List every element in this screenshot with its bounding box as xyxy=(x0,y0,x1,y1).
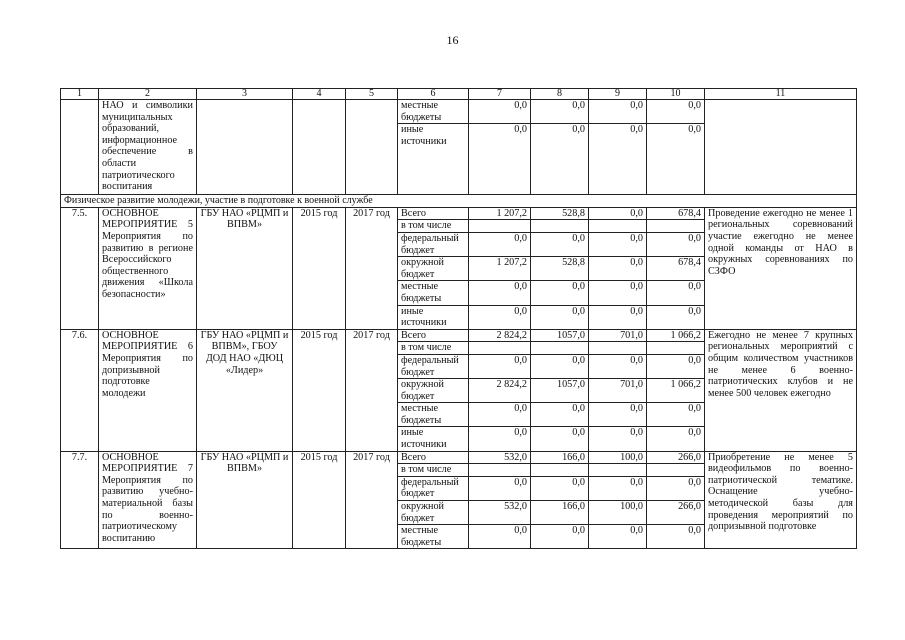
col-header: 5 xyxy=(346,89,398,100)
funding-source: Всего xyxy=(398,451,469,464)
item-start: 2015 год xyxy=(293,207,346,329)
value-total xyxy=(469,220,531,233)
value-2016: 0,0 xyxy=(589,232,647,256)
value-2017: 0,0 xyxy=(647,354,705,378)
value-2017: 0,0 xyxy=(647,427,705,451)
table-row xyxy=(61,329,857,342)
item-name: ОСНОВНОЕ МЕРОПРИЯТИЕ 7 Мероприятия по развитию учебно-материальной базы по военно-патриотическому воспитанию xyxy=(99,451,197,549)
value-2017: 0,0 xyxy=(647,525,705,549)
value-2017: 266,0 xyxy=(647,501,705,525)
funding-source: местные бюджеты xyxy=(398,403,469,427)
table-row xyxy=(61,207,857,220)
funding-source: федеральный бюджет xyxy=(398,232,469,256)
column-number-row xyxy=(61,89,857,100)
value-total: 0,0 xyxy=(469,124,531,195)
item-number xyxy=(61,100,99,195)
funding-source: местные бюджеты xyxy=(398,281,469,305)
value-2017: 0,0 xyxy=(647,476,705,500)
value-2016 xyxy=(589,220,647,233)
value-2016: 100,0 xyxy=(589,451,647,464)
item-end: 2017 год xyxy=(346,207,398,329)
section-row xyxy=(61,195,857,208)
value-2017 xyxy=(647,464,705,477)
value-2017: 678,4 xyxy=(647,257,705,281)
funding-source: федеральный бюджет xyxy=(398,354,469,378)
value-2017: 1 066,2 xyxy=(647,329,705,342)
item-start: 2015 год xyxy=(293,451,346,549)
table-row xyxy=(61,100,857,124)
value-2016: 0,0 xyxy=(589,305,647,329)
value-2015: 0,0 xyxy=(531,476,589,500)
value-2016: 0,0 xyxy=(589,476,647,500)
item-name: ОСНОВНОЕ МЕРОПРИЯТИЕ 6 Мероприятия по допризывной подготовке молодежи xyxy=(99,329,197,451)
col-header: 10 xyxy=(647,89,705,100)
value-total xyxy=(469,464,531,477)
col-header: 3 xyxy=(197,89,293,100)
item-end xyxy=(346,100,398,195)
item-result: Проведение ежегодно не менее 1 региональных соревнований участие ежегодно не менее одной команды от НАО в окружных соревнованиях по СЗФО xyxy=(705,207,857,329)
value-total: 0,0 xyxy=(469,354,531,378)
value-2015: 528,8 xyxy=(531,207,589,220)
program-table xyxy=(60,88,857,549)
value-2017: 1 066,2 xyxy=(647,379,705,403)
value-2015: 528,8 xyxy=(531,257,589,281)
value-2017: 266,0 xyxy=(647,451,705,464)
item-name: ОСНОВНОЕ МЕРОПРИЯТИЕ 5 Мероприятия по развитию в регионе Всероссийского общественного движения «Школа безопасности» xyxy=(99,207,197,329)
col-header: 2 xyxy=(99,89,197,100)
value-2015: 0,0 xyxy=(531,232,589,256)
item-end: 2017 год xyxy=(346,451,398,549)
value-2015: 1057,0 xyxy=(531,379,589,403)
item-number: 7.5. xyxy=(61,207,99,329)
value-2016: 0,0 xyxy=(589,427,647,451)
item-executor: ГБУ НАО «РЦМП и ВПВМ», ГБОУ ДОД НАО «ДЮЦ «Лидер» xyxy=(197,329,293,451)
value-2016: 100,0 xyxy=(589,501,647,525)
value-total: 0,0 xyxy=(469,427,531,451)
item-name: НАО и символики муниципальных образований, информационное обеспечение в области патриотического воспитания xyxy=(99,100,197,195)
value-2016 xyxy=(589,342,647,355)
funding-source: Всего xyxy=(398,329,469,342)
col-header: 8 xyxy=(531,89,589,100)
item-start xyxy=(293,100,346,195)
value-2015: 0,0 xyxy=(531,403,589,427)
funding-source: иные источники xyxy=(398,124,469,195)
value-2016: 0,0 xyxy=(589,257,647,281)
value-2017: 0,0 xyxy=(647,281,705,305)
item-result: Ежегодно не менее 7 крупных региональных мероприятий с общим количеством участников не менее 6 военно-патриотических клубов и не менее 500 человек ежегодно xyxy=(705,329,857,451)
page-number: 16 xyxy=(446,33,459,47)
value-2015: 0,0 xyxy=(531,427,589,451)
value-2016: 0,0 xyxy=(589,281,647,305)
item-result: Приобретение не менее 5 видеофильмов по военно-патриотической тематике. Оснащение учебно-методической базы для проведения мероприятий по допризывной подготовке xyxy=(705,451,857,549)
value-total: 532,0 xyxy=(469,451,531,464)
value-2016 xyxy=(589,464,647,477)
col-header: 11 xyxy=(705,89,857,100)
section-title: Физическое развитие молодежи, участие в подготовке к военной службе xyxy=(61,195,857,208)
funding-source: в том числе xyxy=(398,464,469,477)
value-2016: 0,0 xyxy=(589,403,647,427)
value-total: 532,0 xyxy=(469,501,531,525)
col-header: 4 xyxy=(293,89,346,100)
value-total xyxy=(469,342,531,355)
item-number: 7.6. xyxy=(61,329,99,451)
col-header: 6 xyxy=(398,89,469,100)
value-2017: 0,0 xyxy=(647,100,705,124)
funding-source: окружной бюджет xyxy=(398,257,469,281)
value-2015: 0,0 xyxy=(531,305,589,329)
value-2017 xyxy=(647,220,705,233)
item-end: 2017 год xyxy=(346,329,398,451)
value-2015: 0,0 xyxy=(531,281,589,305)
col-header: 1 xyxy=(61,89,99,100)
value-2015: 0,0 xyxy=(531,124,589,195)
value-2015: 0,0 xyxy=(531,525,589,549)
item-start: 2015 год xyxy=(293,329,346,451)
value-total: 0,0 xyxy=(469,232,531,256)
funding-source: Всего xyxy=(398,207,469,220)
funding-source: окружной бюджет xyxy=(398,501,469,525)
funding-source: иные источники xyxy=(398,427,469,451)
value-total: 1 207,2 xyxy=(469,207,531,220)
value-2017 xyxy=(647,342,705,355)
value-2016: 701,0 xyxy=(589,329,647,342)
funding-source: местные бюджеты xyxy=(398,100,469,124)
value-2017: 678,4 xyxy=(647,207,705,220)
item-number: 7.7. xyxy=(61,451,99,549)
funding-source: в том числе xyxy=(398,342,469,355)
value-2015 xyxy=(531,220,589,233)
value-2015 xyxy=(531,342,589,355)
item-result xyxy=(705,100,857,195)
value-2017: 0,0 xyxy=(647,124,705,195)
value-2015: 1057,0 xyxy=(531,329,589,342)
value-2016: 0,0 xyxy=(589,124,647,195)
value-2015: 166,0 xyxy=(531,451,589,464)
value-2016: 0,0 xyxy=(589,525,647,549)
funding-source: иные источники xyxy=(398,305,469,329)
funding-source: окружной бюджет xyxy=(398,379,469,403)
value-total: 0,0 xyxy=(469,476,531,500)
table-row xyxy=(61,451,857,464)
funding-source: местные бюджеты xyxy=(398,525,469,549)
value-2015 xyxy=(531,464,589,477)
value-2015: 0,0 xyxy=(531,354,589,378)
value-total: 2 824,2 xyxy=(469,379,531,403)
value-2016: 701,0 xyxy=(589,379,647,403)
value-total: 0,0 xyxy=(469,100,531,124)
item-executor: ГБУ НАО «РЦМП и ВПВМ» xyxy=(197,451,293,549)
value-2016: 0,0 xyxy=(589,207,647,220)
value-2017: 0,0 xyxy=(647,403,705,427)
funding-source: в том числе xyxy=(398,220,469,233)
item-executor xyxy=(197,100,293,195)
value-2017: 0,0 xyxy=(647,232,705,256)
value-2015: 0,0 xyxy=(531,100,589,124)
value-2016: 0,0 xyxy=(589,354,647,378)
col-header: 7 xyxy=(469,89,531,100)
value-total: 0,0 xyxy=(469,403,531,427)
value-2015: 166,0 xyxy=(531,501,589,525)
value-total: 1 207,2 xyxy=(469,257,531,281)
value-2017: 0,0 xyxy=(647,305,705,329)
item-executor: ГБУ НАО «РЦМП и ВПВМ» xyxy=(197,207,293,329)
funding-source: федеральный бюджет xyxy=(398,476,469,500)
value-2016: 0,0 xyxy=(589,100,647,124)
value-total: 0,0 xyxy=(469,305,531,329)
value-total: 2 824,2 xyxy=(469,329,531,342)
value-total: 0,0 xyxy=(469,281,531,305)
value-total: 0,0 xyxy=(469,525,531,549)
col-header: 9 xyxy=(589,89,647,100)
